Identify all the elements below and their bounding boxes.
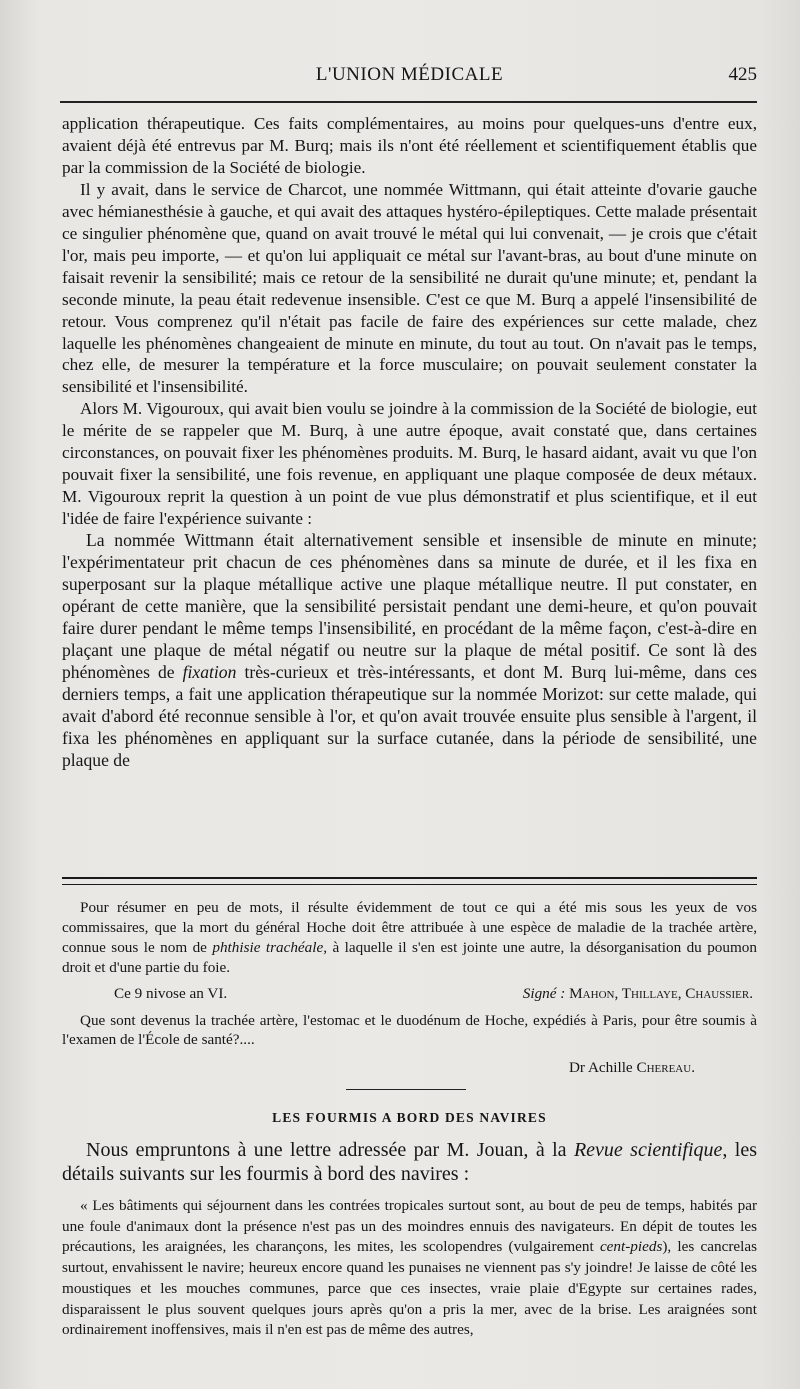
author-title: Dr: [568, 1059, 585, 1077]
paragraph-fixation: [62, 530, 757, 771]
quote-part-b: ), les cancrelas surtout, envahissent le navire; heureux encore quand les punaises ne viennent pas s'y joindre! Je laisse de côté les moustiques et les mouches communes, parce que ces insectes, vraie plaie d'Egypte sur certaines rades, disparaissent le plus souvent quelques jours après qu'on a pris la mer, avec de la brise. Les araignées sont ordinairement inoffensives, mais il n'en est pas de même des autres,: [62, 1238, 758, 1339]
page-header: [62, 62, 757, 96]
report-date: Ce 9 nivose an VI.: [114, 984, 228, 1002]
intro-part-b: , les détails suivants sur les fourmis à bord des navires :: [62, 1139, 758, 1185]
author-last-name: Chereau.: [636, 1059, 695, 1077]
paragraph-fixation-part-a: La nommée Wittmann était alternativement sensible et insensible de minute en minute; l'expérimentateur prit chacun de ces phénomènes dans sa minute de durée, et il les fixa en superposant sur la plaque métallique active une plaque métallique neutre. Il put constater, en opérant de cette manière, que la sensibilité persistait pendant une demi-heure, et qu'on pouvait faire durer pendant le même temps l'insensibilité, en procédant de la même façon, c'est-à-dire en plaçant une plaque de métal négatif ou neutre sur la plaque de métal positif. Ce sont là des phénomènes de: [62, 530, 757, 682]
signature-line: [62, 984, 757, 1004]
quote-paragraph: [62, 1196, 757, 1341]
paragraph-continued: application thérapeutique. Ces faits complémentaires, au moins pour quelques-uns d'entre eux, avaient déjà été entrevus par M. Burq; mais ils n'ont été réellement et scientifiquement établis que par la commission de la Société de biologie.: [62, 114, 757, 177]
phthisie-emphasis: phthisie trachéale,: [212, 938, 328, 956]
section-quote: [62, 1196, 757, 1341]
quote-part-a: « Les bâtiments qui séjournent dans les contrées tropicales surtout sont, au bout de peu de temps, habités par une foule d'animaux dont la présence n'est pas un des moindres ennuis des navigateurs. En dépit de toutes les précautions, les araignées, les charançons, les mites, les scolopendres (vulgairement: [62, 1197, 757, 1256]
header-rule: [60, 101, 757, 103]
main-body: [62, 113, 757, 772]
section-intro: [62, 1138, 757, 1186]
footnote-separator: [62, 877, 757, 885]
section-rule: [346, 1089, 466, 1090]
paragraph-fixation-part-b: très-curieux et très-intéressants, et dont M. Burq lui-même, dans ces derniers temps, a fait une application thérapeutique sur la nommée Morizot: sur cette malade, qui avait d'abord été reconnue sensible à l'or, et qu'on avait trouvée ensuite plus sensible à l'argent, il fixa les phénomènes en appliquant sur la surface cutanée, dans la période de sensibilité, une plaque de: [62, 661, 757, 770]
paragraph-wittmann: Il y avait, dans le service de Charcot, une nommée Wittmann, qui était atteinte d'ovarie gauche avec hémianesthésie à gauche, et qui avait des attaques hystéro-épileptiques. Cette malade présentait ce singulier phénomène que, quand on avait trouvé le métal qui lui convenait, — je crois que c'était l'or, mais peu importe, — et qu'on lui appliquait ce métal sur l'avant-bras, au bout d'une minute on faisait revenir la sensibilité; mais ce retour de la sensibilité ne durait qu'une minute; et, pendant la seconde minute, la peau était redevenue insensible. C'est ce que M. Burq a appelé l'insensibilité de retour. Vous comprenez qu'il n'était pas facile de faire des expériences sur cette malade, chez laquelle les phénomènes changeaient de minute en minute, du tout au tout. On n'avait pas le temps, chez elle, de mesurer la température et la force musculaire; on pouvait seulement constater la sensibilité et l'insensibilité.: [62, 179, 757, 397]
page-number: 425: [728, 64, 757, 85]
cent-pieds-emphasis: cent-pieds: [599, 1238, 663, 1256]
report-conclusion: [62, 898, 757, 978]
signatories: Mahon, Thillaye, Chaussier.: [569, 984, 753, 1002]
fixation-emphasis: fixation: [182, 661, 237, 682]
intro-paragraph: [62, 1138, 757, 1186]
author-signature: [62, 1058, 757, 1078]
section-title: LES FOURMIS A BORD DES NAVIRES: [272, 1110, 547, 1125]
signed-label: Signé :: [522, 984, 566, 1002]
paragraph-vigouroux: Alors M. Vigouroux, qui avait bien voulu se joindre à la commission de la Société de biologie, eut le mérite de se rappeler que M. Burq, à une autre époque, avait constaté que, dans certaines circonstances, on pouvait fixer les phénomènes produits. M. Burq, le hasard aidant, avait vu que l'on pouvait fixer la sensibilité, une fois revenue, en appliquant une plaque composée de deux métaux. M. Vigouroux reprit la question à un point de vue plus démonstratif et plus scientifique, et il eut l'idée de faire l'expérience suivante :: [62, 399, 757, 529]
report-conclusion-part-a: Pour résumer en peu de mots, il résulte évidemment de tout ce qui a été mis sous les yeux de vos commissaires, que la mort du général Hoche doit être attribuée à une espèce de maladie de la trachée artère, connue sous le nom de: [62, 899, 757, 956]
report-signatures: [523, 984, 753, 1004]
report-question: Que sont devenus la trachée artère, l'estomac et le duodénum de Hoche, expédiés à Paris, pour être soumis à l'examen de l'École de santé?....: [62, 1011, 757, 1049]
report-conclusion-part-b: à laquelle il s'en est jointe une autre, la désorganisation du poumon droit et d'une partie du foie.: [62, 938, 757, 976]
revue-emphasis: Revue scientifique: [573, 1139, 723, 1161]
running-title: L'UNION MÉDICALE: [315, 64, 504, 85]
intro-part-a: Nous empruntons à une lettre adressée par M. Jouan, à la: [86, 1139, 567, 1161]
hoche-report: [62, 898, 757, 1078]
author-first-name: Achille: [587, 1059, 633, 1077]
